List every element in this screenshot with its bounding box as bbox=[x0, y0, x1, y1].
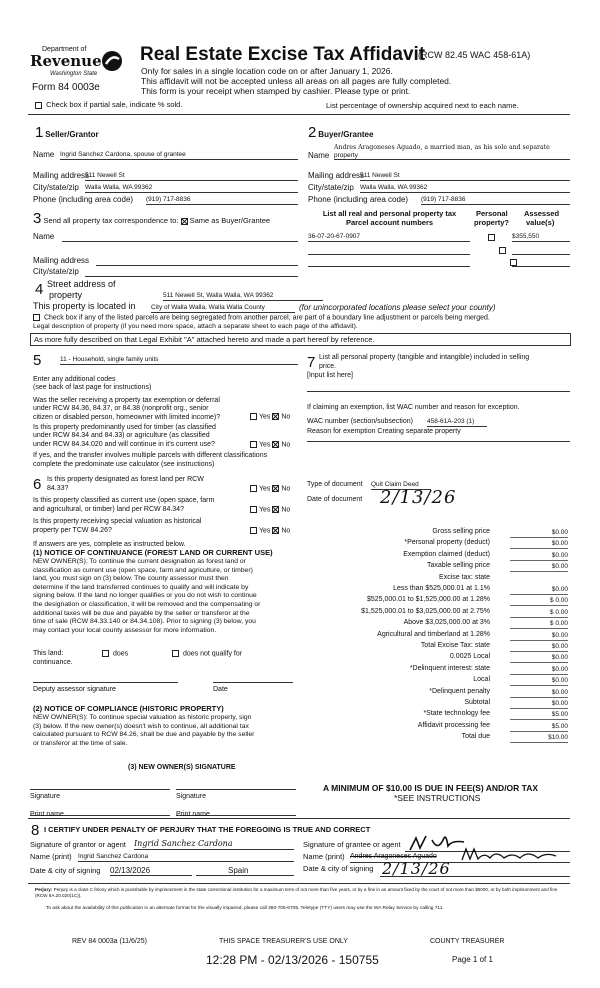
s8-grantee-name-field[interactable]: Andres Aragoneses Aguado bbox=[350, 853, 437, 860]
s6-notice2-title: (2) NOTICE OF COMPLIANCE (HISTORIC PROPERTY) bbox=[33, 704, 224, 713]
s3-same-checkbox[interactable] bbox=[181, 218, 188, 225]
s6-q1-no-checkbox[interactable] bbox=[272, 485, 279, 492]
s2-csz-field[interactable]: Walla Walla, WA 99362 bbox=[360, 184, 570, 193]
s7-doc-type-field[interactable]: Quit Claim Deed bbox=[371, 481, 431, 490]
tax-row-value[interactable]: $0.00 bbox=[510, 652, 568, 663]
s5-q1-no-checkbox[interactable] bbox=[272, 413, 279, 420]
s5-q2-line3: under RCW 84.34.020 and will continue in it's current use? bbox=[33, 441, 215, 448]
s6-notice1-title: (1) NOTICE OF CONTINUANCE (FOREST LAND OR CURRENT USE) bbox=[33, 548, 273, 557]
s2-number: 2 bbox=[308, 124, 317, 141]
tax-row-label: *Personal property (deduct) bbox=[404, 539, 490, 547]
s6-sig1-line[interactable] bbox=[30, 780, 170, 790]
s6-doesnot-checkbox[interactable] bbox=[172, 650, 179, 657]
form-number: Form 84 0003e bbox=[32, 82, 100, 93]
tax-row-label: $1,525,000.01 to $3,025,000.00 at 2.75% bbox=[361, 607, 490, 615]
s6-q1-yes-checkbox[interactable] bbox=[250, 485, 257, 492]
parcel-header-1: List all real and personal property tax bbox=[322, 209, 457, 218]
tax-row-label: Total due bbox=[461, 733, 490, 741]
s6-new-owner-sig-title: (3) NEW OWNER(S) SIGNATURE bbox=[128, 764, 236, 771]
s6-does-label: does bbox=[112, 650, 129, 658]
s6-pn1-label: Print name bbox=[30, 811, 64, 818]
parcel-value-2[interactable] bbox=[512, 246, 570, 255]
s4-street-label: Street address of bbox=[47, 279, 116, 289]
s7-line2: price. bbox=[319, 363, 337, 370]
s3-name-field[interactable] bbox=[62, 232, 298, 242]
s6-sig2-line[interactable] bbox=[176, 780, 296, 790]
tax-row-label: Gross selling price bbox=[432, 528, 490, 535]
s3-mail-label: Mailing address bbox=[33, 256, 90, 265]
s3-csz-field[interactable] bbox=[85, 267, 298, 277]
s4-legal-field[interactable]: As more fully described on that Legal Exhibit "A" attached hereto and made a part hereof by reference. bbox=[30, 333, 571, 346]
s6-q2-answer bbox=[250, 506, 290, 514]
s8-grantor-date-field[interactable]: 02/13/2026 bbox=[110, 866, 192, 876]
s8-grantee-date-label: Date & city of signing bbox=[303, 864, 374, 873]
s2-phone-field[interactable]: (919) 717-8836 bbox=[421, 196, 570, 205]
s2-csz-label: City/state/zip bbox=[308, 183, 354, 192]
tax-row-value[interactable]: $5.00 bbox=[510, 721, 568, 732]
s6-q3-line1: Is this property receiving special valuation as historical bbox=[33, 518, 202, 525]
logo-state: Washington State bbox=[50, 71, 98, 77]
s6-q3-line2: property per TCW 84.26? bbox=[33, 527, 112, 534]
s6-n1-line: determine if the land transferred continues to qualify and will indicate by bbox=[33, 583, 249, 591]
s6-sig2-label: Signature bbox=[176, 793, 206, 800]
s6-q2-line2: and agricultural, or timber) land per RCW 84.34? bbox=[33, 506, 184, 513]
s6-q2-no-checkbox[interactable] bbox=[272, 506, 279, 513]
tax-row-value[interactable]: $0.00 bbox=[510, 550, 568, 561]
parcel-number-3[interactable] bbox=[308, 258, 470, 267]
tax-row-value[interactable]: $ 0.00 bbox=[510, 618, 568, 629]
s6-q1-line2: 84.33? bbox=[47, 485, 69, 492]
s5-q1-line2: under RCW 84.36, 84.37, or 84.38 (nonprofit org., senior bbox=[33, 405, 209, 412]
s6-q2-yes-label: Yes bbox=[259, 506, 271, 514]
s5-code-field[interactable]: 11 - Household, single family units bbox=[60, 356, 298, 365]
s3-name-label: Name bbox=[33, 232, 55, 241]
tax-row-label: Subtotal bbox=[464, 699, 490, 706]
footer-rev: REV 84 0003a (11/6/25) bbox=[72, 938, 147, 945]
s3-same-label: Same as Buyer/Grantee bbox=[189, 216, 271, 225]
tax-row-label: 0.0025 Local bbox=[449, 653, 490, 661]
tax-row-value[interactable]: $0.00 bbox=[510, 630, 568, 641]
s7-number: 7 bbox=[307, 354, 316, 371]
s2-mail-field[interactable]: 511 Newell St bbox=[360, 172, 570, 181]
s5-q2-yes-label: Yes bbox=[259, 441, 271, 449]
s6-q1-no-label: No bbox=[281, 485, 291, 493]
s8-grantor-name-field[interactable]: Ingrid Sanchez Cardona bbox=[78, 853, 294, 862]
s6-notice2-text bbox=[33, 714, 254, 748]
footer-rule bbox=[28, 883, 570, 884]
s5-q1-line3: citizen or disabled person, homeowner with limited income)? bbox=[33, 414, 221, 421]
tax-row-value[interactable]: $0.00 bbox=[510, 527, 568, 538]
tax-row-value[interactable]: $0.00 bbox=[510, 698, 568, 709]
parcel-2-personal-checkbox[interactable] bbox=[499, 247, 506, 254]
s6-continuance: continuance. bbox=[33, 659, 73, 666]
perjury-text: Perjury is a class C felony which is punishable by imprisonment in the state correctional institution for a maximum term of not more than five years, or by a fine in an amount fixed by the court of not more than $5000, or by both imprisonment and fine (RCW 9A.20.020(1C)). bbox=[35, 887, 558, 898]
s1-number: 1 bbox=[35, 124, 44, 141]
s2-phone-label: Phone (including area code) bbox=[308, 195, 409, 204]
s6-notice1-text bbox=[33, 558, 260, 635]
s1-name-label: Name bbox=[33, 150, 55, 159]
s6-n1-line: land, you must sign on (3) below. The county assessor must then bbox=[33, 575, 229, 583]
s5-add-codes: Enter any additional codes bbox=[33, 376, 116, 383]
s6-n1-line: classification as current use (open space, farm and agriculture, or timber) bbox=[33, 566, 253, 574]
s5-q2-line2: under RCW 84.34 and 84.33) or agriculture (as classified bbox=[33, 432, 210, 439]
tax-row-value[interactable]: $5.00 bbox=[510, 709, 568, 720]
s6-n1-line: additional taxes will be due and payable by the seller or transferor at the bbox=[33, 609, 250, 617]
s6-sig1-label: Signature bbox=[30, 793, 60, 800]
tax-row-value[interactable]: $0.00 bbox=[510, 664, 568, 675]
tax-row-value[interactable]: $0.00 bbox=[510, 561, 568, 572]
s5-q2-yes-checkbox[interactable] bbox=[250, 441, 257, 448]
s6-n1-line: NEW OWNER(S): To continue the current designation as forest land or bbox=[33, 558, 246, 565]
s6-does-checkbox[interactable] bbox=[102, 650, 109, 657]
s6-q1-answer bbox=[250, 485, 290, 493]
s4-city-field[interactable]: City of Walla Walla, Walla Walla County bbox=[151, 304, 295, 313]
parcel-header-property: property? bbox=[474, 218, 510, 227]
header-line-2: This affidavit will not be accepted unless all areas on all pages are fully completed. bbox=[141, 76, 452, 86]
s8-grantee-name-label: Name (print) bbox=[303, 852, 345, 861]
s6-n1-line: time of sale (RCW 84.33.140 or 84.34.108). Prior to signing (3) below, you bbox=[33, 618, 256, 626]
tax-row-label: Agricultural and timberland at 1.28% bbox=[377, 630, 490, 638]
header-line-3: This form is your receipt when stamped by cashier. Please type or print. bbox=[141, 86, 411, 96]
s5-q2-no-label: No bbox=[281, 441, 291, 449]
partial-sale-checkbox[interactable] bbox=[35, 102, 42, 109]
tax-row-value[interactable]: $ 0.00 bbox=[510, 595, 568, 606]
s8-grantor-name-label: Name (print) bbox=[30, 852, 72, 861]
s7-reason: Reason for exemption Creating separate property bbox=[307, 428, 461, 435]
s2-heading bbox=[308, 124, 373, 141]
s6-q3-no-label: No bbox=[281, 527, 291, 535]
s2-mail-label: Mailing address bbox=[308, 171, 365, 180]
s5-q2-no-checkbox[interactable] bbox=[272, 441, 279, 448]
partial-sale-label: Check box if partial sale, indicate % sold. bbox=[46, 100, 183, 109]
s4-unincorporated-note: (for unincorporated locations please select your county) bbox=[299, 303, 496, 312]
tax-row-label: Less than $525,000.01 at 1.1% bbox=[393, 585, 490, 592]
s1-phone-field[interactable]: (919) 717-8836 bbox=[146, 196, 298, 205]
footer-perjury bbox=[35, 887, 570, 899]
s5-q1-answer bbox=[250, 413, 290, 421]
s6-q2-line1: Is this property classified as current use (open space, farm bbox=[33, 497, 215, 504]
s8-top-rule bbox=[28, 818, 570, 819]
s2-name-label: Name bbox=[308, 151, 330, 160]
partial-sale-row bbox=[35, 101, 182, 110]
tax-row-label: $525,000.01 to $1,525,000.00 at 1.28% bbox=[367, 596, 490, 604]
s6-deputy-label: Deputy assessor signature bbox=[33, 686, 116, 693]
logo-dept: Department of bbox=[42, 46, 87, 53]
tax-row-label: Taxable selling price bbox=[426, 562, 490, 570]
s6-q3-yes-checkbox[interactable] bbox=[250, 527, 257, 534]
s8-grantor-sig-field[interactable]: Ingrid Sanchez Cardona bbox=[134, 839, 294, 850]
s6-q1-line1: Is this property designated as forest land per RCW bbox=[47, 476, 204, 483]
tax-row-label: Exemption claimed (deduct) bbox=[403, 550, 490, 558]
s2-title: Buyer/Grantee bbox=[318, 130, 374, 139]
tax-minimum-note: A MINIMUM OF $10.00 IS DUE IN FEE(S) AND/OR TAX bbox=[323, 783, 539, 793]
s5-q3-line1: If yes, and the transfer involves multiple parcels with different classifications bbox=[33, 452, 268, 459]
tax-row-label: Local bbox=[473, 676, 490, 684]
s8-grantee-date-field[interactable]: 2/13/26 bbox=[382, 859, 451, 878]
s6-n1-line: signing below. If the land no longer qualifies or you do not wish to continue bbox=[33, 592, 257, 600]
s3-mail-field[interactable] bbox=[96, 256, 298, 266]
cashier-stamp: 12:28 PM - 02/13/2026 - 150755 bbox=[206, 953, 379, 967]
s3-number: 3 bbox=[33, 210, 42, 227]
logo-swoosh-icon bbox=[101, 50, 123, 72]
s8-grantee-sig-label: Signature of grantee or agent bbox=[303, 840, 401, 849]
perjury-label: Perjury: bbox=[35, 887, 53, 892]
title-rcw: (RCW 82.45 WAC 458-61A) bbox=[418, 50, 531, 60]
header-divider bbox=[28, 114, 570, 115]
tax-row-label: Affidavit processing fee bbox=[417, 721, 490, 729]
s1-mail-label: Mailing address bbox=[33, 171, 90, 180]
tax-row-value[interactable]: $0.00 bbox=[510, 538, 568, 549]
s5-q1-no-label: No bbox=[281, 413, 291, 421]
s1-mail-field[interactable]: 511 Newell St bbox=[85, 172, 298, 181]
s1-heading bbox=[35, 124, 99, 141]
s6-doesnot-row bbox=[172, 650, 242, 658]
parcel-1-personal-checkbox[interactable] bbox=[488, 234, 495, 241]
s1-name-field[interactable]: Ingrid Sanchez Cardona, spouse of grantee bbox=[60, 151, 298, 160]
footer-treasurer-space: THIS SPACE TREASURER'S USE ONLY bbox=[219, 938, 348, 945]
s7-divider bbox=[307, 391, 570, 392]
s6-n2-line: or transferor at the time of sale. bbox=[33, 739, 128, 747]
s7-reason-line[interactable] bbox=[307, 441, 570, 442]
s6-doesnot-label: does not qualify for bbox=[182, 650, 243, 658]
s6-this-land: This land: bbox=[33, 650, 64, 657]
s3-heading bbox=[33, 210, 270, 227]
s2-name-field[interactable]: property bbox=[334, 152, 570, 160]
s6-does-row bbox=[102, 650, 128, 658]
parcel-number-2[interactable] bbox=[308, 246, 470, 255]
s5-q3-line2: complete the predominate use calculator (see instructions) bbox=[33, 461, 215, 468]
tax-see-instructions: *SEE INSTRUCTIONS bbox=[394, 793, 481, 803]
s8-certify: I CERTIFY UNDER PENALTY OF PERJURY THAT THE FOREGOING IS TRUE AND CORRECT bbox=[44, 825, 371, 834]
parcel-number-1[interactable]: 36-07-20-67-0907 bbox=[308, 233, 470, 242]
tax-row-label: Excise tax: state bbox=[439, 573, 490, 581]
footer-access: To ask about the availability of this publication in an alternate format for the visually impaired, please call 360-705-6705. Teletype (TTY) users may use the WA Relay Service by calling 711. bbox=[46, 906, 444, 911]
parcel-header-2: Parcel account numbers bbox=[345, 218, 434, 227]
s2-name-line1: Andres Aragoneses Aguado, a married man, as his sole and separate bbox=[334, 144, 550, 151]
s4-legal-label: Legal description of property (if you need more space, attach a separate sheet to each page of the affidavit). bbox=[33, 323, 358, 330]
s8-number: 8 bbox=[31, 822, 40, 839]
s6-pn2-label: Print name bbox=[176, 811, 210, 818]
s8-grantor-city-field[interactable]: Spain bbox=[196, 866, 294, 876]
footer-county-treasurer: COUNTY TREASURER bbox=[430, 938, 505, 945]
page-title: Real Estate Excise Tax Affidavit bbox=[140, 44, 426, 65]
parcel-header-personal: Personal bbox=[476, 209, 508, 218]
s6-q2-yes-checkbox[interactable] bbox=[250, 506, 257, 513]
s5-q2-line1: Is this property predominantly used for timber (as classified bbox=[33, 424, 216, 431]
s8-grantor-sig-label: Signature of grantor or agent bbox=[30, 840, 126, 849]
tax-row-label: *Delinquent interest: state bbox=[409, 664, 490, 672]
s7-doc-date-field[interactable]: 2/13/26 bbox=[380, 487, 457, 508]
s6-q1-yes-label: Yes bbox=[259, 485, 271, 493]
s1-csz-field[interactable]: Walla Walla, WA 99362 bbox=[85, 184, 298, 193]
parcel-value-3[interactable] bbox=[512, 258, 570, 267]
s7-wac-field[interactable]: 458-61A-203 (1) bbox=[427, 418, 487, 427]
tax-row-value[interactable]: $0.00 bbox=[510, 675, 568, 686]
parcel-value-1[interactable]: $355,550 bbox=[512, 233, 570, 242]
s4-located-label: This property is located in bbox=[33, 301, 136, 311]
s5-q1-line1: Was the seller receiving a property tax exemption or deferral bbox=[33, 397, 220, 404]
page-number: Page 1 of 1 bbox=[452, 955, 493, 964]
s6-number: 6 bbox=[33, 476, 42, 493]
s4-property-label: property bbox=[49, 290, 83, 300]
tax-row-label: *Delinquent penalty bbox=[429, 687, 490, 695]
tax-row-label: *State technology fee bbox=[423, 710, 490, 718]
s6-n2-line: NEW OWNER(S): To continue special valuation as historic property, sign bbox=[33, 714, 252, 721]
s8-grantee-date-line bbox=[380, 876, 570, 877]
tax-row-value[interactable]: $10.00 bbox=[510, 732, 568, 743]
s5-q1-yes-label: Yes bbox=[259, 413, 271, 421]
s6-q3-yes-label: Yes bbox=[259, 527, 271, 535]
s3-csz-label: City/state/zip bbox=[33, 267, 79, 276]
tax-row-value[interactable]: $0.00 bbox=[510, 687, 568, 698]
s6-deputy-date-label: Date bbox=[213, 686, 228, 693]
s6-n2-line: (3) below. If the new owner(s) doesn't wish to continue, all additional tax bbox=[33, 722, 249, 730]
s5-number: 5 bbox=[33, 352, 42, 369]
tax-row-value[interactable]: $ 0.00 bbox=[510, 607, 568, 618]
s6-n1-line: the designation or classification, it will be removed and the compensating or bbox=[33, 600, 261, 608]
s5-see-note: (see back of last page for instructions) bbox=[33, 384, 152, 391]
s7-input-field[interactable]: [Input list here] bbox=[307, 372, 353, 379]
s4-segregate-label: Check box if any of the listed parcels are being segregated from another parcel, are part of a boundary line adjustment or parcels being merged. bbox=[43, 314, 490, 322]
s1-phone-label: Phone (including area code) bbox=[33, 195, 134, 204]
s8-grantee-handwritten-name bbox=[460, 846, 560, 862]
s7-doc-date-label: Date of document bbox=[307, 496, 363, 503]
s6-if-yes: If answers are yes, complete as instructed below. bbox=[33, 541, 186, 548]
tax-row-value[interactable]: $0.00 bbox=[510, 641, 568, 652]
s6-n1-line: may contact your local county assessor for more information. bbox=[33, 626, 217, 634]
s6-deputy-sig-line[interactable] bbox=[33, 673, 178, 683]
ownership-note: List percentage of ownership acquired next to each name. bbox=[326, 101, 519, 110]
tax-row-value[interactable]: $0.00 bbox=[510, 584, 568, 595]
logo-revenue: Revenue bbox=[30, 52, 102, 70]
s7-wac-label: WAC number (section/subsection) bbox=[307, 418, 413, 425]
s7-line1: List all personal property (tangible and intangible) included in selling bbox=[319, 354, 530, 361]
s7-doc-type-label: Type of document bbox=[307, 481, 363, 488]
s6-q2-no-label: No bbox=[281, 506, 291, 514]
s5-q2-answer bbox=[250, 441, 290, 449]
header-line-1: Only for sales in a single location code on or after January 1, 2026. bbox=[141, 66, 393, 76]
s8-grantor-date-label: Date & city of signing bbox=[30, 866, 101, 875]
s1-title: Seller/Grantor bbox=[45, 130, 99, 139]
s5-q1-yes-checkbox[interactable] bbox=[250, 413, 257, 420]
s7-claim-label: If claiming an exemption, list WAC number and reason for exception. bbox=[307, 404, 520, 411]
s6-n2-line: calculated pursuant to RCW 84.26, shall be due and payable by the seller bbox=[33, 731, 255, 739]
s4-street-field[interactable]: 511 Newell St, Walla Walla, WA 99362 bbox=[163, 292, 323, 301]
parcel-header-value: value(s) bbox=[526, 218, 555, 227]
s4-segregate-checkbox[interactable] bbox=[33, 314, 40, 321]
s3-text: Send all property tax correspondence to: bbox=[43, 216, 179, 225]
s4-number: 4 bbox=[35, 281, 44, 298]
tax-row-label: Above $3,025,000.00 at 3% bbox=[403, 619, 490, 627]
s1-csz-label: City/state/zip bbox=[33, 183, 79, 192]
s4-segregate-row bbox=[33, 314, 490, 322]
tax-row-label: Total Excise Tax: state bbox=[420, 642, 490, 649]
parcel-header-assessed: Assessed bbox=[524, 209, 560, 218]
